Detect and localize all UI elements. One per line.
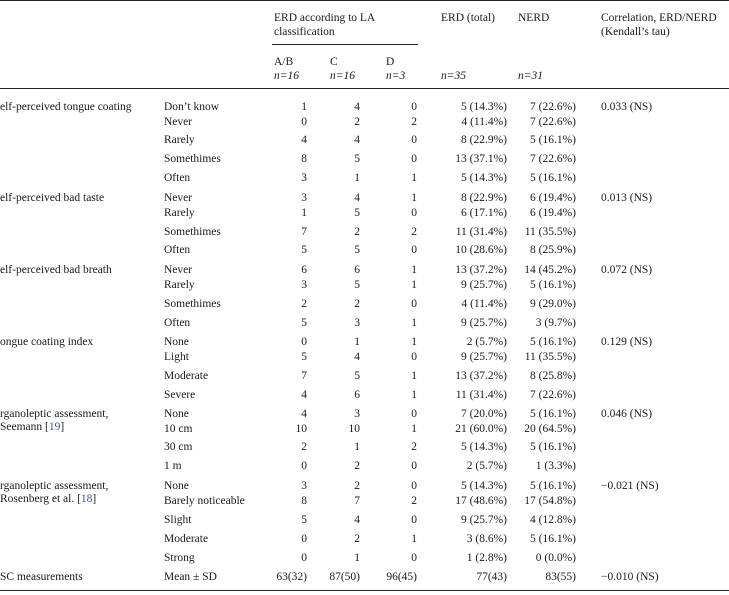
cell-erd-total: 8 (22.9%)	[461, 134, 507, 146]
row-level: Somethimes	[164, 298, 221, 310]
row-level: Light	[164, 351, 189, 363]
correlation-value: 0.046 (NS)	[601, 408, 653, 420]
header-erd-la-line2: classification	[274, 26, 335, 38]
cell-nerd: 6 (19.4%)	[530, 207, 576, 219]
row-level: Often	[164, 172, 191, 184]
group-label-citation	[0, 421, 64, 434]
cell-erd-total: 11 (31.4%)	[455, 226, 507, 238]
cell-ab: 5	[301, 244, 307, 256]
cell-c: 3	[354, 408, 360, 420]
citation-prefix: Rosenberg et al. [	[0, 493, 81, 505]
cell-ab: 0	[301, 336, 307, 348]
cell-d: 0	[411, 514, 417, 526]
correlation-value: 0.033 (NS)	[601, 101, 653, 113]
bottom-rule	[0, 590, 729, 591]
cell-erd-total: 13 (37.2%)	[455, 370, 507, 382]
cell-d: 2	[411, 226, 417, 238]
cell-erd-total: 9 (25.7%)	[461, 514, 507, 526]
cell-ab: 3	[301, 192, 307, 204]
cell-nerd: 6 (19.4%)	[530, 192, 576, 204]
cell-ab: 4	[301, 389, 307, 401]
cell-d: 0	[411, 134, 417, 146]
row-level: Often	[164, 244, 191, 256]
cell-c: 5	[354, 244, 360, 256]
header-correlation-line2: (Kendall’s tau)	[601, 26, 670, 38]
cell-ab: 8	[301, 495, 307, 507]
cell-nerd: 1 (3.3%)	[535, 460, 576, 472]
header-ab: A/B	[274, 56, 294, 68]
cell-nerd: 8 (25.9%)	[530, 244, 576, 256]
header-nerd: NERD	[518, 12, 550, 24]
cell-erd-total: 1 (2.8%)	[466, 552, 507, 564]
cell-ab: 1	[301, 207, 307, 219]
cell-erd-total: 10 (28.6%)	[455, 244, 507, 256]
cell-nerd: 5 (16.1%)	[530, 480, 576, 492]
citation-suffix: ]	[92, 493, 97, 505]
group-label: SC measurements	[0, 571, 83, 583]
correlation-value: −0.021 (NS)	[601, 480, 659, 492]
cell-d: 1	[411, 533, 417, 545]
cell-nerd: 17 (54.8%)	[524, 495, 576, 507]
cell-c: 2	[354, 480, 360, 492]
cell-c: 2	[354, 226, 360, 238]
cell-c: 5	[354, 207, 360, 219]
cell-c: 5	[354, 153, 360, 165]
cell-c: 1	[354, 552, 360, 564]
header-correlation-line1: Correlation, ERD/NERD	[601, 12, 717, 24]
cell-ab: 10	[295, 423, 307, 435]
cell-c: 2	[354, 533, 360, 545]
header-c: C	[330, 56, 338, 68]
header-n-c: n=16	[330, 70, 356, 82]
cell-erd-total: 77(43)	[476, 571, 507, 583]
cell-erd-total: 3 (8.6%)	[466, 533, 507, 545]
header-erd-total: ERD (total)	[441, 12, 495, 24]
cell-c: 2	[354, 116, 360, 128]
cell-erd-total: 13 (37.2%)	[455, 264, 507, 276]
cell-erd-total: 5 (14.3%)	[461, 172, 507, 184]
cell-nerd: 4 (12.8%)	[530, 514, 576, 526]
cell-erd-total: 5 (14.3%)	[461, 101, 507, 113]
row-level: Barely noticeable	[164, 495, 245, 507]
cell-erd-total: 2 (5.7%)	[466, 336, 507, 348]
cell-c: 1	[354, 172, 360, 184]
cell-d: 1	[411, 336, 417, 348]
cell-c: 5	[354, 370, 360, 382]
row-level: Rarely	[164, 207, 195, 219]
cell-ab: 0	[301, 460, 307, 472]
cell-nerd: 7 (22.6%)	[530, 153, 576, 165]
header-bottom-rule	[0, 88, 729, 89]
group-label: rganoleptic assessment,	[0, 480, 109, 492]
row-level: Moderate	[164, 370, 209, 382]
cell-c: 1	[354, 441, 360, 453]
cell-erd-total: 6 (17.1%)	[461, 207, 507, 219]
cell-c: 6	[354, 389, 360, 401]
row-level: Never	[164, 264, 193, 276]
row-level: Rarely	[164, 279, 195, 291]
header-n-ab: n=16	[274, 70, 300, 82]
header-n-d: n=3	[386, 70, 406, 82]
row-level: Never	[164, 116, 193, 128]
header-erd-la-line1: ERD according to LA	[274, 12, 376, 24]
cell-erd-total: 8 (22.9%)	[461, 192, 507, 204]
cell-d: 1	[411, 279, 417, 291]
cell-nerd: 5 (16.1%)	[530, 441, 576, 453]
cell-d: 2	[411, 116, 417, 128]
cell-erd-total: 5 (14.3%)	[461, 480, 507, 492]
cell-nerd: 8 (25.8%)	[530, 370, 576, 382]
cell-nerd: 5 (16.1%)	[530, 172, 576, 184]
cell-c: 5	[354, 279, 360, 291]
citation-suffix: ]	[60, 421, 65, 433]
top-rule	[0, 0, 729, 1]
cell-nerd: 11 (35.5%)	[524, 351, 576, 363]
cell-nerd: 0 (0.0%)	[535, 552, 576, 564]
cell-ab: 5	[301, 351, 307, 363]
cell-nerd: 3 (9.7%)	[535, 317, 576, 329]
cell-erd-total: 4 (11.4%)	[461, 116, 507, 128]
cell-erd-total: 7 (20.0%)	[461, 408, 507, 420]
cell-d: 1	[411, 264, 417, 276]
cell-nerd: 7 (22.6%)	[530, 101, 576, 113]
cell-nerd: 7 (22.6%)	[530, 389, 576, 401]
cell-erd-total: 9 (25.7%)	[461, 317, 507, 329]
cell-ab: 5	[301, 317, 307, 329]
header-n-nerd: n=31	[518, 70, 544, 82]
cell-nerd: 7 (22.6%)	[530, 116, 576, 128]
row-level: Mean ± SD	[164, 571, 217, 583]
row-level: 30 cm	[164, 441, 193, 453]
row-level: Rarely	[164, 134, 195, 146]
cell-d: 0	[411, 460, 417, 472]
cell-nerd: 5 (16.1%)	[530, 336, 576, 348]
header-d: D	[386, 56, 395, 68]
cell-c: 4	[354, 192, 360, 204]
cell-ab: 3	[301, 480, 307, 492]
cell-c: 2	[354, 460, 360, 472]
cell-nerd: 20 (64.5%)	[524, 423, 576, 435]
cell-ab: 8	[301, 153, 307, 165]
cell-c: 1	[354, 336, 360, 348]
cell-c: 4	[354, 351, 360, 363]
cell-nerd: 9 (29.0%)	[530, 298, 576, 310]
row-level: Don’t know	[164, 101, 220, 113]
cell-ab: 6	[301, 264, 307, 276]
cell-d: 0	[411, 351, 417, 363]
row-level: Slight	[164, 514, 192, 526]
cell-d: 0	[411, 207, 417, 219]
cell-c: 6	[354, 264, 360, 276]
cell-nerd: 11 (35.5%)	[524, 226, 576, 238]
cell-erd-total: 9 (25.7%)	[461, 351, 507, 363]
group-label-citation	[0, 493, 96, 506]
cell-ab: 2	[301, 441, 307, 453]
cell-erd-total: 13 (37.1%)	[455, 153, 507, 165]
row-level: 10 cm	[164, 423, 193, 435]
row-level: None	[164, 336, 189, 348]
citation-prefix: Seemann [	[0, 421, 49, 433]
correlation-value: −0.010 (NS)	[601, 571, 659, 583]
reference-link[interactable]: 19	[48, 421, 61, 433]
row-level: Moderate	[164, 533, 209, 545]
cell-erd-total: 21 (60.0%)	[455, 423, 507, 435]
cell-ab: 0	[301, 116, 307, 128]
row-level: None	[164, 408, 189, 420]
cell-nerd: 5 (16.1%)	[530, 279, 576, 291]
cell-d: 1	[411, 192, 417, 204]
correlation-value: 0.013 (NS)	[601, 192, 653, 204]
cell-erd-total: 9 (25.7%)	[461, 279, 507, 291]
cell-d: 0	[411, 101, 417, 113]
group-label: ongue coating index	[0, 336, 94, 348]
row-level: Strong	[164, 552, 195, 564]
correlation-value: 0.072 (NS)	[601, 264, 653, 276]
cell-d: 96(45)	[386, 571, 417, 583]
cell-d: 0	[411, 408, 417, 420]
row-level: Severe	[164, 389, 196, 401]
row-level: Never	[164, 192, 193, 204]
cell-ab: 7	[301, 370, 307, 382]
cell-d: 1	[411, 389, 417, 401]
cell-d: 2	[411, 495, 417, 507]
cell-erd-total: 5 (14.3%)	[461, 441, 507, 453]
cell-c: 3	[354, 317, 360, 329]
cell-c: 4	[354, 134, 360, 146]
group-label: elf-perceived bad breath	[0, 264, 112, 276]
cell-ab: 0	[301, 552, 307, 564]
cell-nerd: 5 (16.1%)	[530, 408, 576, 420]
group-label: rganoleptic assessment,	[0, 408, 109, 420]
cell-erd-total: 2 (5.7%)	[466, 460, 507, 472]
cell-c: 7	[354, 495, 360, 507]
cell-c: 2	[354, 298, 360, 310]
cell-nerd: 14 (45.2%)	[524, 264, 576, 276]
cell-d: 0	[411, 244, 417, 256]
cell-nerd: 5 (16.1%)	[530, 134, 576, 146]
cell-ab: 0	[301, 533, 307, 545]
cell-erd-total: 11 (31.4%)	[455, 389, 507, 401]
cell-d: 1	[411, 172, 417, 184]
correlation-value: 0.129 (NS)	[601, 336, 653, 348]
cell-c: 10	[348, 423, 360, 435]
cell-d: 1	[411, 317, 417, 329]
row-level: 1 m	[164, 460, 182, 472]
cell-ab: 2	[301, 298, 307, 310]
cell-d: 0	[411, 552, 417, 564]
cell-c: 4	[354, 514, 360, 526]
cell-ab: 4	[301, 408, 307, 420]
group-label: elf-perceived tongue coating	[0, 101, 132, 113]
cell-erd-total: 4 (11.4%)	[461, 298, 507, 310]
cell-ab: 7	[301, 226, 307, 238]
cell-d: 2	[411, 441, 417, 453]
cell-ab: 4	[301, 134, 307, 146]
cell-c: 4	[354, 101, 360, 113]
cell-ab: 1	[301, 101, 307, 113]
cell-nerd: 5 (16.1%)	[530, 533, 576, 545]
cell-c: 87(50)	[329, 571, 360, 583]
reference-link[interactable]: 18	[80, 493, 93, 505]
row-level: None	[164, 480, 189, 492]
row-level: Often	[164, 317, 191, 329]
cell-ab: 63(32)	[276, 571, 307, 583]
cell-nerd: 83(55)	[545, 571, 576, 583]
cell-d: 0	[411, 480, 417, 492]
cell-ab: 3	[301, 172, 307, 184]
cell-d: 1	[411, 370, 417, 382]
cell-erd-total: 17 (48.6%)	[455, 495, 507, 507]
cell-ab: 5	[301, 514, 307, 526]
cell-ab: 3	[301, 279, 307, 291]
cell-d: 1	[411, 423, 417, 435]
cell-d: 0	[411, 298, 417, 310]
header-n-total: n=35	[441, 70, 467, 82]
cell-d: 0	[411, 153, 417, 165]
row-level: Somethimes	[164, 153, 221, 165]
row-level: Somethimes	[164, 226, 221, 238]
group-label: elf-perceived bad taste	[0, 192, 105, 204]
la-classification-rule	[272, 44, 418, 45]
